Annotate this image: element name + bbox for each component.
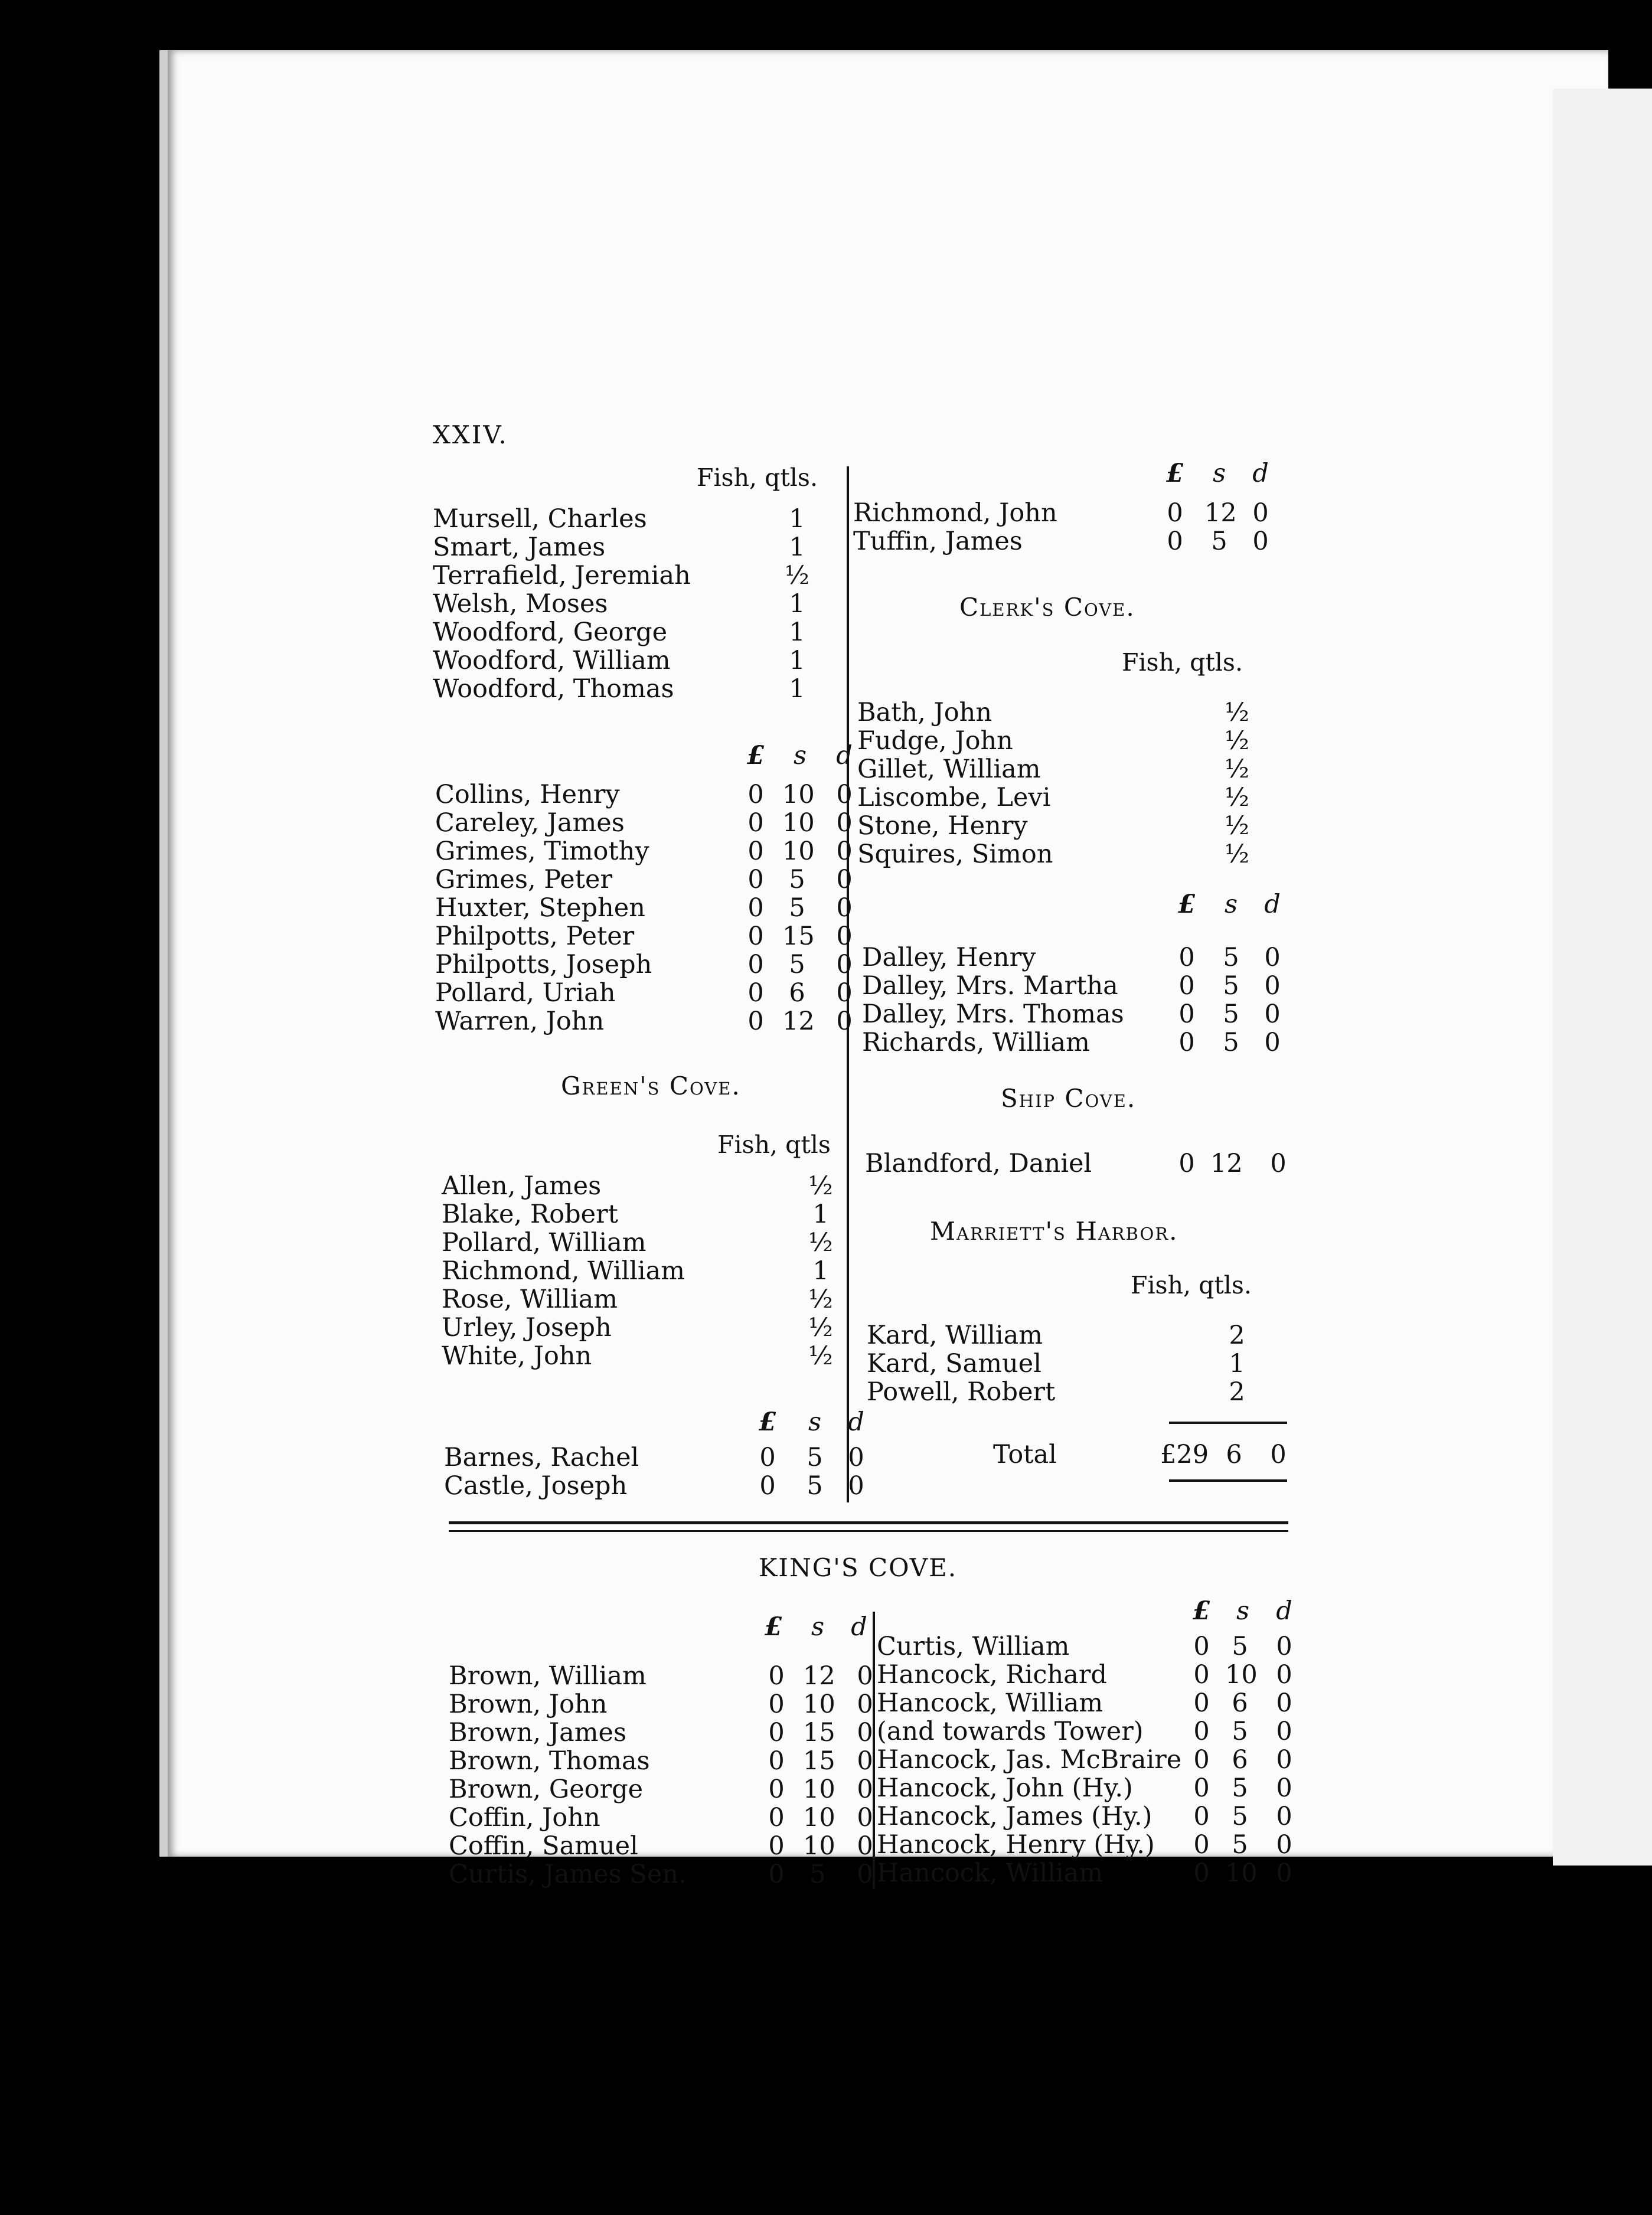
header-shillings: s bbox=[1236, 1596, 1250, 1626]
entry-shillings: 5 bbox=[807, 1471, 823, 1501]
header-pounds: £ bbox=[759, 1407, 776, 1437]
entry-name: Welsh, Moses bbox=[433, 589, 608, 619]
entry-pence: 0 bbox=[836, 808, 853, 838]
entry-quantity: ½ bbox=[808, 1171, 833, 1201]
entry-pounds: 0 bbox=[768, 1746, 785, 1776]
entry-quantity: 1 bbox=[789, 532, 805, 562]
total-pounds: £29 bbox=[1160, 1440, 1209, 1469]
total-rule-top bbox=[1169, 1422, 1287, 1424]
entry-name: Dalley, Mrs. Martha bbox=[862, 971, 1118, 1001]
entry-pounds: 0 bbox=[747, 780, 764, 809]
entry-pence: 0 bbox=[857, 1661, 873, 1691]
entry-pence: 0 bbox=[1252, 498, 1269, 528]
entry-pence: 0 bbox=[836, 978, 853, 1008]
entry-pence: 0 bbox=[857, 1718, 873, 1747]
entry-shillings: 6 bbox=[789, 978, 805, 1008]
entry-pounds: 0 bbox=[1193, 1858, 1210, 1888]
entry-name: Brown, Thomas bbox=[449, 1746, 650, 1776]
header-pence: d bbox=[1276, 1596, 1292, 1626]
entry-pounds: 0 bbox=[1193, 1688, 1210, 1718]
section-rule-top bbox=[449, 1521, 1288, 1524]
entry-name: Hancock, Henry (Hy.) bbox=[877, 1830, 1155, 1860]
entry-pounds: 0 bbox=[1178, 1149, 1195, 1178]
entry-name: Woodford, Thomas bbox=[433, 674, 674, 704]
entry-quantity: 2 bbox=[1229, 1321, 1245, 1350]
entry-name: Collins, Henry bbox=[435, 780, 620, 809]
entry-name: Allen, James bbox=[442, 1171, 602, 1201]
entry-name: Hancock, William bbox=[877, 1688, 1103, 1718]
entry-pence: 0 bbox=[1270, 1149, 1287, 1178]
entry-pence: 0 bbox=[836, 950, 853, 979]
entry-name: Fudge, John bbox=[857, 726, 1013, 756]
entry-quantity: 1 bbox=[789, 674, 805, 704]
entry-pounds: 0 bbox=[1193, 1632, 1210, 1661]
entry-pence: 0 bbox=[857, 1690, 873, 1719]
header-fish-qtls: Fish, qtls. bbox=[1122, 648, 1243, 677]
entry-name: Hancock, Richard bbox=[877, 1660, 1107, 1690]
entry-name: Bath, John bbox=[857, 698, 992, 727]
entry-shillings: 10 bbox=[803, 1690, 835, 1719]
header-pounds: £ bbox=[1193, 1596, 1210, 1626]
entry-name: Brown, John bbox=[449, 1690, 608, 1719]
entry-name: Dalley, Henry bbox=[862, 943, 1036, 972]
entry-pence: 0 bbox=[1276, 1830, 1292, 1860]
entry-pounds: 0 bbox=[1193, 1745, 1210, 1775]
entry-pounds: 0 bbox=[768, 1661, 785, 1691]
entry-name: Urley, Joseph bbox=[442, 1313, 612, 1342]
entry-shillings: 5 bbox=[1223, 1028, 1239, 1057]
entry-shillings: 5 bbox=[809, 1860, 826, 1889]
entry-pence: 0 bbox=[1264, 999, 1281, 1029]
header-fish-qtls: Fish, qtls bbox=[717, 1131, 831, 1159]
entry-name: Grimes, Peter bbox=[435, 865, 613, 894]
section-title-greens-cove: Green's Cove. bbox=[561, 1071, 741, 1100]
entry-name: Barnes, Rachel bbox=[444, 1443, 639, 1472]
entry-name: Hancock, James (Hy.) bbox=[877, 1802, 1153, 1831]
entry-name: Woodford, George bbox=[433, 618, 668, 647]
entry-pence: 0 bbox=[848, 1443, 864, 1472]
entry-pounds: 0 bbox=[1193, 1660, 1210, 1690]
header-pounds: £ bbox=[1166, 459, 1184, 488]
header-fish-qtls: Fish, qtls. bbox=[697, 463, 818, 492]
entry-quantity: ½ bbox=[808, 1228, 833, 1257]
entry-name: Hancock, Jas. McBraire bbox=[877, 1745, 1182, 1775]
entry-shillings: 12 bbox=[803, 1661, 835, 1691]
header-shillings: s bbox=[1212, 459, 1226, 488]
entry-pounds: 0 bbox=[1178, 999, 1195, 1029]
entry-pence: 0 bbox=[1276, 1717, 1292, 1746]
entry-name: Terrafield, Jeremiah bbox=[433, 561, 691, 590]
entry-name: Mursell, Charles bbox=[433, 504, 647, 534]
entry-pounds: 0 bbox=[768, 1860, 785, 1889]
entry-shillings: 10 bbox=[1225, 1858, 1258, 1888]
entry-pence: 0 bbox=[836, 865, 853, 894]
entry-name: Philpotts, Peter bbox=[435, 922, 635, 951]
entry-pounds: 0 bbox=[1193, 1802, 1210, 1831]
entry-shillings: 5 bbox=[1232, 1632, 1248, 1661]
entry-name: Richards, William bbox=[862, 1028, 1090, 1057]
entry-quantity: 1 bbox=[789, 618, 805, 647]
section-rule-bottom bbox=[449, 1530, 1288, 1532]
entry-name: (and towards Tower) bbox=[877, 1717, 1144, 1746]
entry-name: Hancock, William bbox=[877, 1858, 1103, 1888]
entry-shillings: 10 bbox=[782, 808, 815, 838]
entry-quantity: ½ bbox=[1225, 754, 1249, 784]
entry-quantity: ½ bbox=[1225, 839, 1249, 869]
page-edge bbox=[1553, 89, 1652, 1866]
entry-shillings: 5 bbox=[1232, 1802, 1248, 1831]
entry-pence: 0 bbox=[1276, 1688, 1292, 1718]
entry-pence: 0 bbox=[836, 922, 853, 951]
entry-shillings: 10 bbox=[1225, 1660, 1258, 1690]
entry-pence: 0 bbox=[836, 780, 853, 809]
entry-quantity: ½ bbox=[785, 561, 809, 590]
entry-quantity: 1 bbox=[812, 1200, 829, 1229]
entry-pence: 0 bbox=[1276, 1773, 1292, 1803]
header-shillings: s bbox=[808, 1407, 822, 1437]
entry-quantity: 1 bbox=[1229, 1349, 1245, 1378]
entry-pence: 0 bbox=[1276, 1632, 1292, 1661]
entry-pounds: 0 bbox=[747, 922, 764, 951]
entry-name: Philpotts, Joseph bbox=[435, 950, 652, 979]
entry-name: Curtis, James Sen. bbox=[449, 1860, 687, 1889]
entry-name: Richmond, William bbox=[442, 1256, 685, 1286]
entry-quantity: 1 bbox=[789, 589, 805, 619]
entry-pounds: 0 bbox=[768, 1718, 785, 1747]
page-number: XXIV. bbox=[433, 420, 508, 449]
entry-name: Grimes, Timothy bbox=[435, 837, 649, 866]
entry-shillings: 12 bbox=[1210, 1149, 1243, 1178]
total-label: Total bbox=[993, 1440, 1057, 1469]
entry-pounds: 0 bbox=[747, 808, 764, 838]
header-pence: d bbox=[851, 1612, 867, 1642]
entry-pence: 0 bbox=[1276, 1802, 1292, 1831]
entry-pence: 0 bbox=[1264, 943, 1281, 972]
entry-shillings: 5 bbox=[1232, 1830, 1248, 1860]
entry-pence: 0 bbox=[1264, 971, 1281, 1001]
entry-pence: 0 bbox=[857, 1831, 873, 1861]
entry-shillings: 6 bbox=[1232, 1688, 1248, 1718]
header-shillings: s bbox=[811, 1612, 825, 1642]
entry-pounds: 0 bbox=[768, 1775, 785, 1804]
entry-quantity: ½ bbox=[808, 1313, 833, 1342]
entry-name: Squires, Simon bbox=[857, 839, 1053, 869]
entry-pence: 0 bbox=[848, 1471, 864, 1501]
entry-pence: 0 bbox=[836, 837, 853, 866]
entry-pounds: 0 bbox=[768, 1803, 785, 1832]
entry-pounds: 0 bbox=[747, 950, 764, 979]
entry-pounds: 0 bbox=[768, 1690, 785, 1719]
total-rule-bottom bbox=[1169, 1479, 1287, 1482]
entry-shillings: 10 bbox=[803, 1803, 835, 1832]
entry-name: Curtis, William bbox=[877, 1632, 1070, 1661]
entry-name: Huxter, Stephen bbox=[435, 893, 645, 923]
entry-pence: 0 bbox=[857, 1803, 873, 1832]
entry-name: Pollard, William bbox=[442, 1228, 647, 1257]
entry-pence: 0 bbox=[1276, 1745, 1292, 1775]
entry-pounds: 0 bbox=[747, 865, 764, 894]
entry-shillings: 10 bbox=[803, 1831, 835, 1861]
entry-name: Rose, William bbox=[442, 1285, 618, 1314]
entry-shillings: 15 bbox=[782, 922, 815, 951]
entry-shillings: 15 bbox=[803, 1746, 835, 1776]
entry-pounds: 0 bbox=[1167, 527, 1183, 556]
entry-pounds: 0 bbox=[759, 1443, 776, 1472]
entry-pounds: 0 bbox=[1193, 1773, 1210, 1803]
header-pence: d bbox=[836, 741, 853, 770]
entry-name: Brown, William bbox=[449, 1661, 647, 1691]
entry-name: Dalley, Mrs. Thomas bbox=[862, 999, 1124, 1029]
entry-quantity: ½ bbox=[1225, 811, 1249, 841]
entry-pence: 0 bbox=[1276, 1660, 1292, 1690]
entry-name: Coffin, John bbox=[449, 1803, 600, 1832]
entry-name: Pollard, Uriah bbox=[435, 978, 616, 1008]
entry-shillings: 12 bbox=[782, 1007, 815, 1036]
entry-shillings: 5 bbox=[789, 893, 805, 923]
section-title-clerks-cove: Clerk's Cove. bbox=[959, 593, 1135, 622]
section-title-kings-cove: KING'S COVE. bbox=[759, 1553, 958, 1582]
entry-shillings: 5 bbox=[1232, 1773, 1248, 1803]
entry-quantity: ½ bbox=[1225, 726, 1249, 756]
entry-shillings: 5 bbox=[1223, 971, 1239, 1001]
header-pence: d bbox=[1252, 459, 1269, 488]
entry-pence: 0 bbox=[1276, 1858, 1292, 1888]
entry-pence: 0 bbox=[857, 1860, 873, 1889]
entry-name: Smart, James bbox=[433, 532, 606, 562]
entry-name: Richmond, John bbox=[853, 498, 1057, 528]
header-pence: d bbox=[848, 1407, 864, 1437]
entry-shillings: 5 bbox=[789, 865, 805, 894]
entry-shillings: 5 bbox=[1211, 527, 1227, 556]
entry-name: Castle, Joseph bbox=[444, 1471, 628, 1501]
total-pence: 0 bbox=[1270, 1440, 1287, 1469]
entry-quantity: 1 bbox=[812, 1256, 829, 1286]
entry-quantity: ½ bbox=[1225, 783, 1249, 812]
entry-name: Hancock, John (Hy.) bbox=[877, 1773, 1133, 1803]
entry-quantity: ½ bbox=[808, 1285, 833, 1314]
entry-pounds: 0 bbox=[1193, 1717, 1210, 1746]
entry-name: Tuffin, James bbox=[853, 527, 1023, 556]
entry-shillings: 10 bbox=[782, 780, 815, 809]
entry-shillings: 5 bbox=[1223, 999, 1239, 1029]
entry-name: Stone, Henry bbox=[857, 811, 1028, 841]
entry-quantity: 1 bbox=[789, 646, 805, 675]
entry-pounds: 0 bbox=[1178, 1028, 1195, 1057]
entry-shillings: 5 bbox=[1223, 943, 1239, 972]
total-shillings: 6 bbox=[1226, 1440, 1242, 1469]
header-pounds: £ bbox=[765, 1612, 782, 1642]
entry-pounds: 0 bbox=[1167, 498, 1183, 528]
header-pounds: £ bbox=[747, 741, 765, 770]
entry-pounds: 0 bbox=[747, 837, 764, 866]
entry-name: Brown, George bbox=[449, 1775, 644, 1804]
section-title-marrietts-harbor: Marriett's Harbor. bbox=[930, 1217, 1178, 1246]
entry-pence: 0 bbox=[836, 893, 853, 923]
entry-pounds: 0 bbox=[1178, 971, 1195, 1001]
entry-name: Gillet, William bbox=[857, 754, 1041, 784]
entry-quantity: ½ bbox=[1225, 698, 1249, 727]
entry-pounds: 0 bbox=[747, 893, 764, 923]
entry-name: Woodford, William bbox=[433, 646, 671, 675]
entry-pounds: 0 bbox=[747, 1007, 764, 1036]
entry-name: White, John bbox=[442, 1341, 592, 1371]
entry-name: Coffin, Samuel bbox=[449, 1831, 638, 1861]
entry-quantity: ½ bbox=[808, 1341, 833, 1371]
header-pence: d bbox=[1264, 890, 1281, 919]
entry-pence: 0 bbox=[1264, 1028, 1281, 1057]
entry-shillings: 12 bbox=[1204, 498, 1237, 528]
entry-name: Kard, William bbox=[867, 1321, 1043, 1350]
entry-pounds: 0 bbox=[768, 1831, 785, 1861]
entry-pence: 0 bbox=[836, 1007, 853, 1036]
entry-name: Powell, Robert bbox=[867, 1377, 1056, 1407]
entry-name: Careley, James bbox=[435, 808, 625, 838]
entry-shillings: 5 bbox=[1232, 1717, 1248, 1746]
entry-pounds: 0 bbox=[1193, 1830, 1210, 1860]
entry-shillings: 5 bbox=[807, 1443, 823, 1472]
header-shillings: s bbox=[1224, 890, 1238, 919]
entry-pounds: 0 bbox=[1178, 943, 1195, 972]
entry-pence: 0 bbox=[1252, 527, 1269, 556]
entry-name: Blandford, Daniel bbox=[865, 1149, 1092, 1178]
entry-shillings: 10 bbox=[782, 837, 815, 866]
entry-name: Liscombe, Levi bbox=[857, 783, 1051, 812]
section-title-ship-cove: Ship Cove. bbox=[1001, 1084, 1137, 1113]
entry-name: Kard, Samuel bbox=[867, 1349, 1042, 1378]
entry-name: Brown, James bbox=[449, 1718, 627, 1747]
entry-pounds: 0 bbox=[747, 978, 764, 1008]
entry-quantity: 2 bbox=[1229, 1377, 1245, 1407]
entry-pence: 0 bbox=[857, 1775, 873, 1804]
entry-pence: 0 bbox=[857, 1746, 873, 1776]
entry-shillings: 6 bbox=[1232, 1745, 1248, 1775]
header-pounds: £ bbox=[1178, 890, 1196, 919]
entry-shillings: 5 bbox=[789, 950, 805, 979]
entry-name: Blake, Robert bbox=[442, 1200, 618, 1229]
entry-pounds: 0 bbox=[759, 1471, 776, 1501]
header-shillings: s bbox=[793, 741, 807, 770]
entry-shillings: 10 bbox=[803, 1775, 835, 1804]
entry-shillings: 15 bbox=[803, 1718, 835, 1747]
header-fish-qtls: Fish, qtls. bbox=[1131, 1271, 1252, 1299]
entry-name: Warren, John bbox=[435, 1007, 605, 1036]
entry-quantity: 1 bbox=[789, 504, 805, 534]
